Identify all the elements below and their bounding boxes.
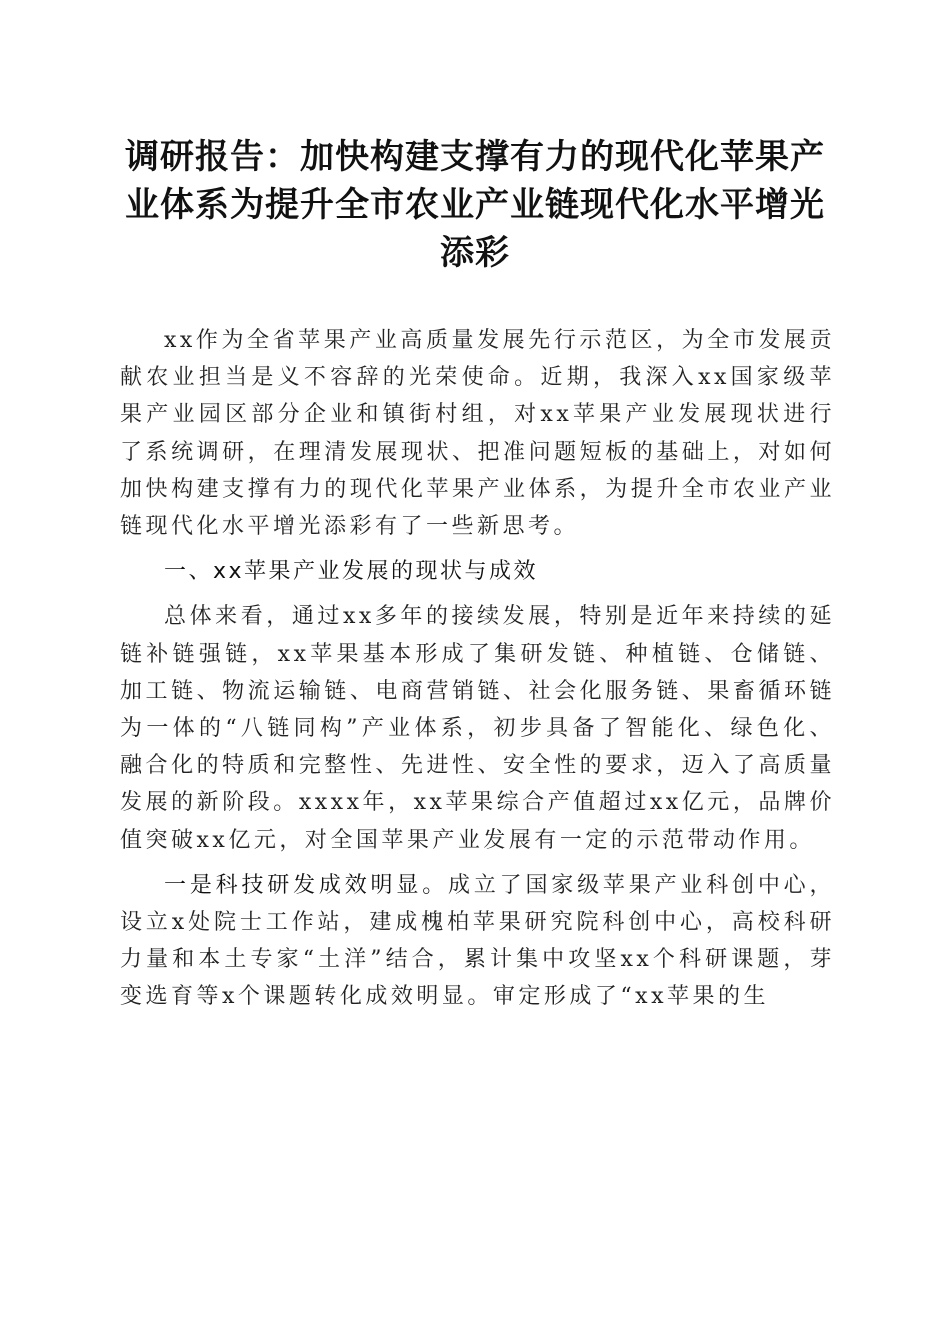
overview-paragraph: 总体来看，通过xx多年的接续发展，特别是近年来持续的延链补链强链，xx苹果基本形成了集研发链、种植链、仓储链、加工链、物流运输链、电商营销链、社会化服务链、果畜循环链为一体的“八链同构”产业体系，初步具备了智能化、绿色化、融合化的特质和完整性、先进性、安全性的要求，迈入了高质量发展的新阶段。xxxx年，xx苹果综合产值超过xx亿元，品牌价值突破xx亿元，对全国苹果产业发展有一定的示范带动作用。 (120, 604, 835, 853)
point-paragraph (120, 867, 835, 1016)
document-body (120, 322, 835, 1016)
section-heading: 一、xx苹果产业发展的现状与成效 (164, 559, 539, 585)
point-lead-text: 一是科技研发成效明显。 (164, 872, 449, 898)
intro-paragraph: xx作为全省苹果产业高质量发展先行示范区，为全市发展贡献农业担当是义不容辞的光荣使命。近期，我深入xx国家级苹果产业园区部分企业和镇街村组，对xx苹果产业发展现状进行了系统调研，在理清发展现状、把准问题短板的基础上，对如何加快构建支撑有力的现代化苹果产业体系，为提升全市农业产业链现代化水平增光添彩有了一些新思考。 (120, 328, 835, 540)
point-body-text: 成立了国家级苹果产业科创中心，设立x处院士工作站，建成槐柏苹果研究院科创中心，高校科研力量和本土专家“土洋”结合，累计集中攻坚xx个科研课题，芽变选育等x个课题转化成效明显。审定形成了“xx苹果的生 (120, 872, 835, 1010)
document-title: 调研报告：加快构建支撑有力的现代化苹果产业体系为提升全市农业产业链现代化水平增光添彩 (125, 137, 825, 273)
